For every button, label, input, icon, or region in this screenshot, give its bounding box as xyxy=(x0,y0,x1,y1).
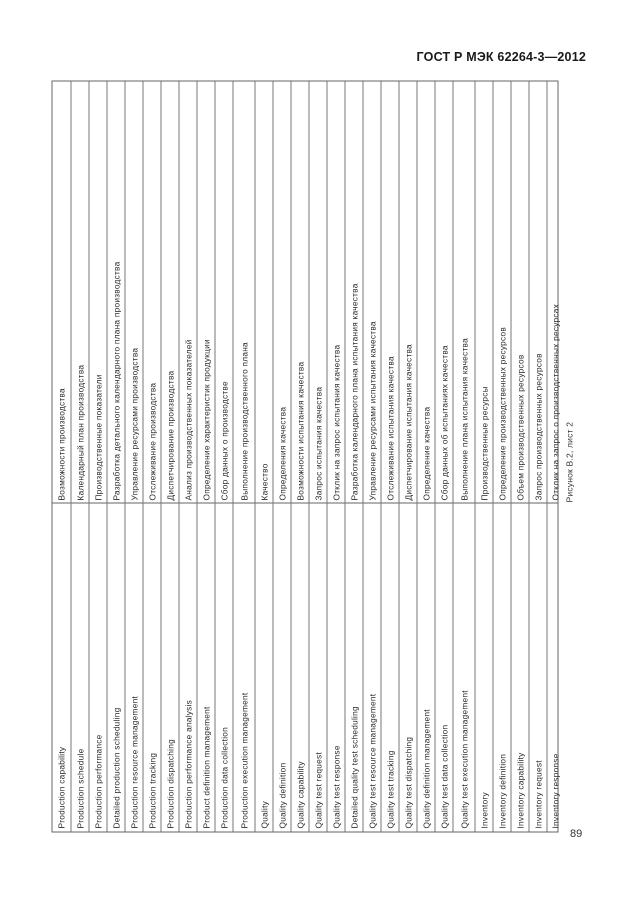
table-row xyxy=(547,82,560,832)
table-row xyxy=(255,82,273,832)
term-en: Production execution management xyxy=(239,692,250,829)
figure-caption: Рисунок B.2, лист 2 xyxy=(564,421,575,503)
term-en: Inventory response xyxy=(550,753,561,829)
table-row xyxy=(475,82,493,832)
table-row xyxy=(233,82,255,832)
table-row xyxy=(363,82,381,832)
term-en: Quality capability xyxy=(295,761,306,829)
term-en: Quality test dispatching xyxy=(403,736,414,829)
table-row xyxy=(215,82,233,832)
term-en: Production performance analysis xyxy=(183,699,194,829)
term-ru: Объем производственных ресурсов xyxy=(515,354,526,501)
page-number: 89 xyxy=(570,828,583,840)
table-row xyxy=(53,82,71,832)
term-en: Production tracking xyxy=(147,752,158,829)
term-ru: Календарный план производства xyxy=(75,364,86,501)
term-en: Quality test tracking xyxy=(385,750,396,829)
table-row xyxy=(493,82,511,832)
term-ru: Возможности производства xyxy=(56,388,67,501)
table-row xyxy=(345,82,363,832)
term-ru: Управление ресурсами производства xyxy=(129,347,140,501)
term-ru: Выполнение производственного плана xyxy=(239,342,250,501)
term-en: Quality test execution management xyxy=(459,690,470,829)
term-ru: Определения качества xyxy=(277,406,288,501)
term-en: Inventory capability xyxy=(515,752,526,829)
term-ru: Запрос производственных ресурсов xyxy=(533,353,544,501)
term-en: Production schedule xyxy=(75,748,86,829)
term-en: Inventory definition xyxy=(497,753,508,829)
term-ru: Разработка детального календарного плана производства xyxy=(111,261,122,501)
term-en: Quality definition management xyxy=(421,709,432,829)
term-en: Detailed quality test scheduling xyxy=(349,706,360,829)
table-row xyxy=(511,82,529,832)
table-row xyxy=(179,82,197,832)
term-ru: Определение качества xyxy=(421,406,432,501)
term-ru: Разработка календарного плана испытания качества xyxy=(349,283,360,501)
table-row xyxy=(435,82,453,832)
term-ru: Сбор данных об испытаниях качества xyxy=(439,345,450,501)
table-row xyxy=(273,82,291,832)
document-header: ГОСТ Р МЭК 62264-3—2012 xyxy=(416,50,586,64)
term-en: Production capability xyxy=(56,746,67,829)
table-row xyxy=(399,82,417,832)
term-ru: Определение производственных ресурсов xyxy=(497,326,508,501)
rotated-table-block xyxy=(52,81,575,833)
term-ru: Производственные показатели xyxy=(93,374,104,501)
term-en: Detailed production scheduling xyxy=(111,707,122,829)
term-ru: Запрос испытания качества xyxy=(313,386,324,501)
table-row xyxy=(143,82,161,832)
table-row xyxy=(161,82,179,832)
term-en: Production dispatching xyxy=(165,739,176,829)
term-ru: Отслеживание испытания качества xyxy=(385,356,396,501)
term-ru: Диспетчирование производства xyxy=(165,370,176,501)
table-row xyxy=(89,82,107,832)
term-en: Quality test data collection xyxy=(439,724,450,829)
term-ru: Отклик на запрос о производственных ресурсах xyxy=(550,303,561,501)
table-row xyxy=(197,82,215,832)
table-row xyxy=(327,82,345,832)
term-ru: Анализ производственных показателей xyxy=(183,339,194,501)
term-ru: Управление ресурсами испытания качества xyxy=(367,321,378,501)
term-en: Quality test resource management xyxy=(367,693,378,829)
term-en: Quality definition xyxy=(277,762,288,829)
table-row xyxy=(529,82,547,832)
term-ru: Сбор данных о производстве xyxy=(219,381,230,501)
table-row xyxy=(309,82,327,832)
term-en: Production data collection xyxy=(219,726,230,829)
term-ru: Отклик на запрос испытания качества xyxy=(331,344,342,501)
term-en: Inventory request xyxy=(533,760,544,829)
table-row xyxy=(125,82,143,832)
term-table xyxy=(52,81,559,833)
term-en: Quality test request xyxy=(313,752,324,829)
table-row xyxy=(417,82,435,832)
term-ru: Производственные ресурсы xyxy=(479,386,490,501)
term-en: Production resource management xyxy=(129,696,140,829)
term-en: Quality test response xyxy=(331,745,342,829)
table-row xyxy=(291,82,309,832)
term-ru: Выполнение плана испытания качества xyxy=(459,338,470,501)
term-en: Quality xyxy=(259,800,270,829)
term-en: Production performance xyxy=(93,734,104,829)
table-row xyxy=(381,82,399,832)
table-row xyxy=(107,82,125,832)
term-en: Inventory xyxy=(479,792,490,829)
term-ru: Определение характеристик продукции xyxy=(201,339,212,501)
term-en: Product definition management xyxy=(201,706,212,829)
term-ru: Возможности испытания качества xyxy=(295,361,306,501)
term-ru: Отслеживание производства xyxy=(147,382,158,501)
table-row xyxy=(71,82,89,832)
term-ru: Диспетчирование испытания качества xyxy=(403,344,414,501)
term-ru: Качество xyxy=(259,463,270,501)
table-row xyxy=(453,82,475,832)
